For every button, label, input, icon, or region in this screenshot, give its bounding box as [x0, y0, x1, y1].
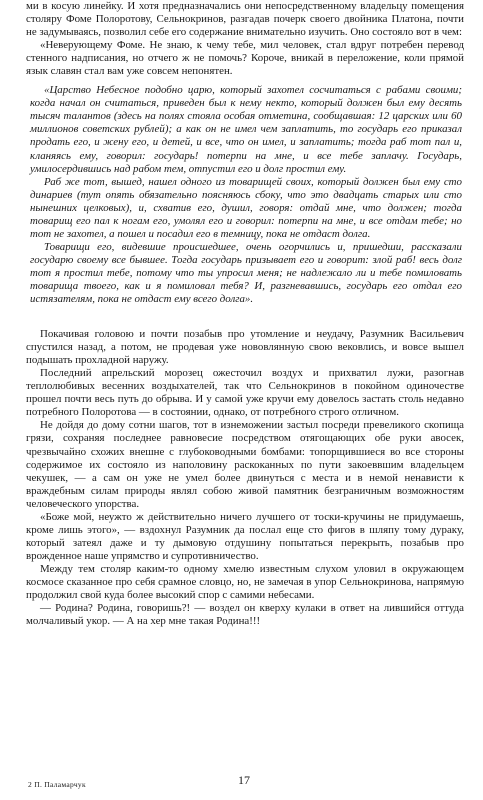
- paragraph-3: Не дойдя до дому сотни шагов, тот в изнеможении застыл посреди превеликого скопища грязи, сохраняя последнее равновесие посредством отягощающих обе руки авосек, чрезвычайно схожих внешне с глубоководными бомбами: топорщившиеся во все стороны содержимое их состояло из наполовину раскоканных по пути закоеввшим владельцем чекушек, — а сам он уже не умел более двинуться с места и в немой ненависти к враждебным силам природы являл собою живой памятник безграничным возможностям человеческого упорства.: [26, 419, 464, 510]
- paragraph-1: Покачивая головою и почти позабыв про утомление и неудачу, Разумник Васильевич спустился назад, а потом, не продевая уже нововлянную свою вековлись, и вовсе вышел подышать прохладной наружу.: [26, 328, 464, 367]
- paragraph-5: Между тем столяр каким-то одному хмелю известным слухом уловил в окружающем космосе сказанное про себя срамное словцо, но, не замечая в упор Сельнокринова, напрямую продолжил свой куда более высокий спор с самими небесами.: [26, 562, 464, 602]
- paragraph-4: «Боже мой, неужто ж действительно ничего лучшего от тоски-кручины не придумаешь, кроме лишь этого», — вздохнул Разумник да послал еще сто фигов в шляпу тому дураку, который затеял даже и ту дымовую отдушину попытаться перекрыть, позабыв про врожденное наше упрямство и супротивничество.: [26, 510, 464, 562]
- paragraph-letter: «Неверующему Фоме. Не знаю, к чему тебе, мил человек, стал вдруг потребен перевод стенного надписания, но отчего ж не помочь? Короче, вникай в переложение, коли прямой язык славян стал вам уже совсем непонятен.: [26, 39, 464, 78]
- scripture-quote-1: «Царство Небесное подобно царю, который захотел сосчитаться с рабами своими; когда начал он считаться, приведен был к нему некто, который должен был ему десять тысяч талантов (здесь на полях стояла особая отметина, сообщавшая: 12 царских или 60 миллионов советских рублей); а как он не имел чем заплатить, то государь его приказал продать его, и жену его, и детей, и все, что он имел, и заплатить; тогда раб тот пал и, кланяясь ему, говорил: государь! потерпи на мне, и все тебе заплачу. Государь, умилосердившись над рабом тем, отпустил его и долг простил ему.: [30, 84, 462, 175]
- scripture-quote-2: Раб же тот, вышед, нашел одного из товарищей своих, который должен был ему сто динариев (тут опять обязательно поясняюсь сбоку, что это двадцать старых или сто нынешних целковых), и, схватив его, душил, говоря: отдай мне, что должен; тогда товарищ его пал к ногам его, умолял его и говорил: потерпи на мне, и все отдам тебе; но тот не захотел, а пошел и посадил его в темницу, пока не отдаст долга.: [30, 175, 462, 240]
- page-footer: [28, 756, 462, 789]
- book-page: [26, 0, 464, 800]
- page-number: 17: [238, 773, 250, 787]
- scripture-quote-3: Товарищи его, видевшие происшедшее, очень огорчились и, пришедши, рассказали государю своему все бывшее. Тогда государь призывает его и говорит: злой раб! весь долг тот я простил тебе, потому что ты упросил меня; не надлежало ли и тебе помиловать товарища твоего, как и я помиловал тебя? И, разгневавшись, государь его отдал его истязателям, пока не отдаст ему всего долга».: [30, 240, 462, 306]
- paragraph-intro: ми в косую линейку. И хотя предназначались они непосредственному владельцу помещения столяру Фоме Полоротову, Сельнокринов, разгадав почерк своего двойника Платона, почти не задумываясь, позволил себе его содержание внимательно изучить. Оно состояло вот в чем:: [26, 0, 464, 39]
- printer-signature: 2 П. Паламарчук: [28, 780, 86, 789]
- paragraph-6: — Родина? Родина, говоришь?! — воздел он кверху кулаки в ответ на лившийся оттуда молчаливый укор. — А на хер мне такая Родина!!!: [26, 602, 464, 628]
- paragraph-2: Последний апрельский морозец ожесточил воздух и прихватил лужи, разогнав теплолюбивых весенних воздыхателей, так что Сельнокринов в покойном одиночестве прошел почти весь путь до обрыва. И у самой уже кручи ему довелось застать столь недавно потребного Полоротова — в состоянии, однако, от потребного строго отличном.: [26, 367, 464, 419]
